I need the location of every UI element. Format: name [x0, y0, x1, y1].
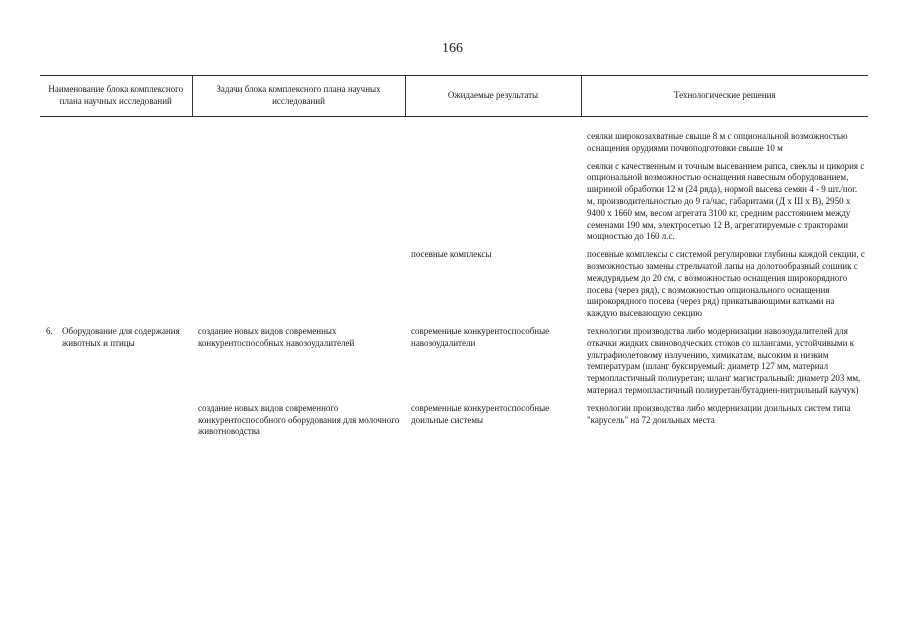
header-tech-solutions: Технологические решения: [581, 76, 868, 117]
task-text: создание новых видов современного конкурентоспособного оборудования для молочного животноводства: [198, 402, 400, 437]
expected-result-text: современные конкурентоспособные навозоудалители: [411, 325, 550, 348]
expected-result-text: современные конкурентоспособные доильные системы: [411, 402, 550, 425]
block-name: Оборудование для содержания животных и птицы: [62, 325, 180, 348]
header-expected-results: Ожидаемые результаты: [405, 76, 581, 117]
research-plan-table: [40, 75, 868, 438]
table-row: [40, 403, 868, 438]
table-row: [40, 249, 868, 326]
block-name-cell: [46, 326, 189, 350]
page-number: 166: [442, 41, 463, 56]
tech-solution-text: сеялки с качественным и точным высеванием рапса, свеклы и цикория с опциональной возможностью оснащения навесным оборудованием, шириной обработки 12 м (24 ряда), нормой высева семян 4 - 9 шт./пог. м, производительностью до 9 га/час, габаритами (Д x Ш x В), 2950 x 9400 x 1660 мм, весом агрегата 3100 кг, средним расстоянием между семенами 190 мм, электросетью 12 В, агрегатируемые с тракторами мощностью до 160 л.с.: [587, 160, 865, 242]
tech-solution-text: сеялки широкозахватные свыше 8 м с опциональной возможностью оснащения орудиями почвоподготовки свыше 10 м: [587, 131, 848, 153]
task-text: создание новых видов современных конкурентоспособных навозоудалителей: [198, 325, 355, 348]
expected-result-text: посевные комплексы: [411, 249, 492, 260]
header-block-tasks: Задачи блока комплексного плана научных исследований: [192, 76, 405, 117]
tech-solution-text: технологии производства либо модернизации навозоудалителей для откачки жидких свиноводческих стоков со шлангами, устойчивыми к ультрафиолетовому излучению, химикатам, высоким и низким температурам (шланг буксируемый: диаметр 127 мм, материал термопластичный полиуретан; шланг магистральный: диаметр 203 мм, материал термопластичный полиуретан/бутадиен-нитрильный каучук): [587, 325, 861, 395]
tech-solution-text: технологии производства либо модернизации доильных систем типа "карусель" на 72 доильных места: [587, 402, 851, 425]
table-row: [40, 326, 868, 403]
block-number: 6.: [46, 325, 53, 336]
tech-solution-text: посевные комплексы с системой регулировки глубины каждой секции, с возможностью замены стрельчатой лапы на долотообразный сошник с междурядьем до 20 см, с возможностью оснащения широкорядного посева (через ряд), с возможностью опционального оснащения широкорядного посева (через ряд) прикатывающими катками на каждую высевающую секцию: [587, 249, 865, 319]
table-header-row: [40, 76, 868, 117]
header-block-name: Наименование блока комплексного плана научных исследований: [40, 76, 192, 117]
table-row: [40, 131, 868, 249]
